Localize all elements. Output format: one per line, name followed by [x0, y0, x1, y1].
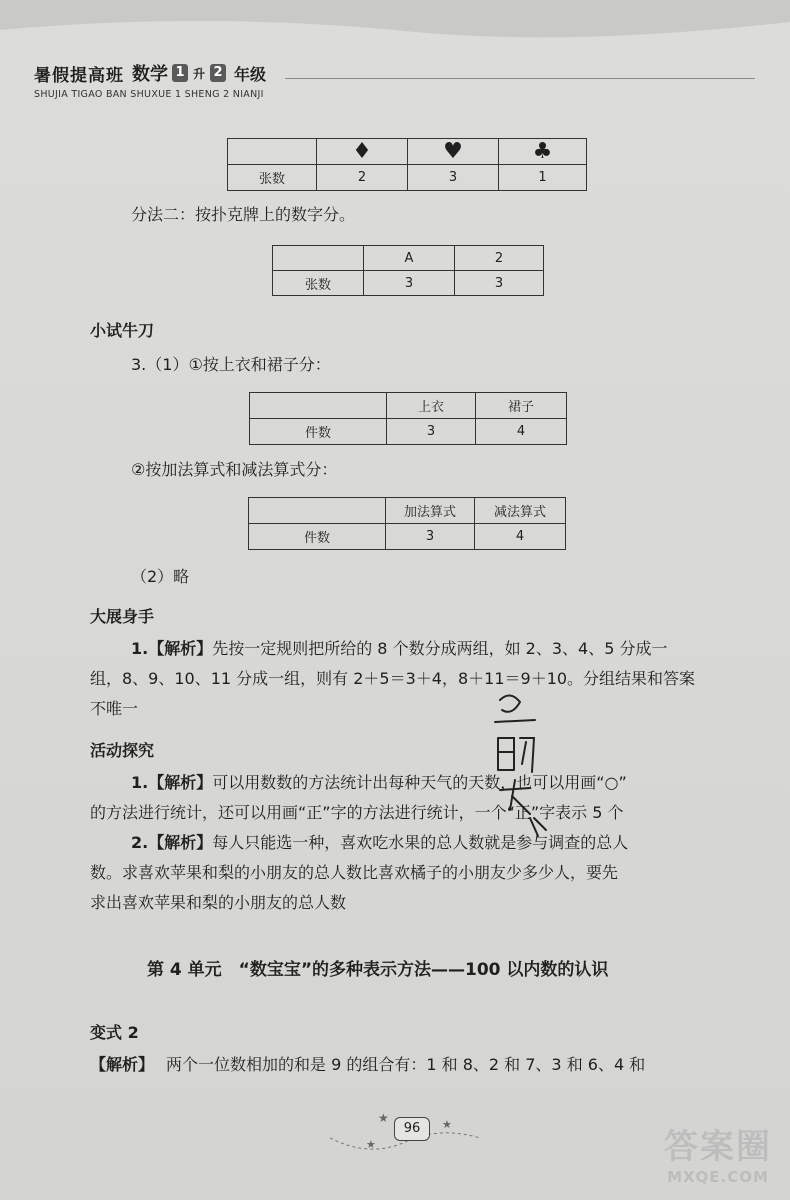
unit-heading: 第 4 单元 “数宝宝”的多种表示方法——100 以内数的认识 — [147, 960, 609, 980]
table-corner — [273, 246, 364, 271]
table-row-label: 件数 — [250, 419, 387, 445]
top-decoration — [0, 0, 790, 40]
formula-table — [248, 497, 566, 550]
section-show: 大展身手 — [90, 607, 155, 626]
watermark-logo: 答案圈 — [664, 1127, 772, 1167]
number-table — [272, 245, 544, 296]
table-row-label: 件数 — [249, 524, 386, 550]
table-cell: 3 — [364, 271, 455, 296]
table-header: 加法算式 — [386, 498, 475, 524]
club-icon: ♣ — [499, 139, 587, 165]
header-pinyin: SHUJIA TIGAO BAN SHUXUE 1 SHENG 2 NIANJI — [34, 89, 264, 100]
svg-text:★: ★ — [378, 1111, 389, 1125]
variant-line-1 — [90, 1050, 645, 1080]
table-cell: 3 — [408, 165, 499, 191]
section-variant: 变式 2 — [90, 1023, 139, 1042]
table-cell: 3 — [386, 524, 475, 550]
table-cell: 4 — [476, 419, 567, 445]
spade-icon: ♦ — [317, 139, 408, 165]
table-cell: 3 — [455, 271, 544, 296]
answer-text: 先按一定规则把所给的 8 个数分成两组，如 2、3、4、5 分成一 — [212, 639, 668, 658]
show-1-line-3: 不唯一 — [90, 699, 139, 718]
table-cell: 2 — [317, 165, 408, 191]
show-1-line-2: 组，8、9、10、11 分成一组，则有 2＋5＝3＋4，8＋11＝9＋10。分组结果和答案 — [90, 669, 696, 688]
svg-text:★: ★ — [442, 1118, 452, 1131]
handwritten-scribble — [490, 690, 560, 840]
answer-label: 2.【解析】 — [131, 833, 213, 852]
table-header: A — [364, 246, 455, 271]
method-two: 分法二：按扑克牌上的数字分。 — [131, 205, 356, 224]
table-cell: 1 — [499, 165, 587, 191]
series-title: 暑假提高班 — [34, 65, 124, 86]
answer-label: 1.【解析】 — [131, 773, 213, 792]
question-3-1: 3.（1）①按上衣和裙子分： — [131, 355, 331, 374]
table-header: 裙子 — [476, 393, 567, 419]
suit-table — [227, 138, 587, 191]
question-3-2: （2）略 — [131, 567, 190, 586]
table-corner — [228, 139, 317, 165]
table-cell: 4 — [475, 524, 566, 550]
table-row-label: 张数 — [273, 271, 364, 296]
header-rule — [285, 78, 755, 79]
question-3-1b: ②按加法算式和减法算式分： — [131, 460, 338, 479]
answer-text: 可以用数数的方法统计出每种天气的天数，也可以用画“○” — [212, 773, 627, 792]
grade-mid: 升 — [193, 66, 206, 81]
show-1-line-1 — [131, 634, 667, 664]
table-corner — [250, 393, 387, 419]
page-number: 96 — [394, 1117, 430, 1141]
table-header: 上衣 — [387, 393, 476, 419]
section-try: 小试牛刀 — [90, 321, 155, 340]
answer-label: 1.【解析】 — [131, 639, 213, 658]
watermark-url: MXQE.COM — [667, 1168, 769, 1186]
book-header — [34, 60, 266, 86]
explore-2-line-2: 数。求喜欢苹果和梨的小朋友的总人数比喜欢橘子的小朋友少多少人，要先 — [90, 863, 619, 882]
answer-label: 【解析】 — [90, 1055, 155, 1074]
explore-2-line-3: 求出喜欢苹果和梨的小朋友的总人数 — [90, 893, 347, 912]
svg-text:★: ★ — [366, 1138, 376, 1151]
grade-from: 1 — [172, 64, 188, 82]
explore-1-line-2: 的方法进行统计，还可以用画“正”字的方法进行统计，一个“正”字表示 5 个 — [90, 803, 624, 822]
answer-text: 两个一位数相加的和是 9 的组合有：1 和 8、2 和 7、3 和 6、4 和 — [166, 1055, 646, 1074]
subject-title: 数学 — [132, 64, 168, 85]
grade-to: 2 — [210, 64, 226, 82]
table-header: 2 — [455, 246, 544, 271]
site-watermark — [664, 1119, 772, 1186]
table-cell: 3 — [387, 419, 476, 445]
grade-word: 年级 — [234, 64, 267, 84]
clothes-table — [249, 392, 567, 445]
heart-icon: ♥ — [408, 139, 499, 165]
answer-text: 每人只能选一种，喜欢吃水果的总人数就是参与调查的总人 — [212, 833, 629, 852]
table-header: 减法算式 — [475, 498, 566, 524]
table-corner — [249, 498, 386, 524]
section-explore: 活动探究 — [90, 741, 155, 760]
table-row-label: 张数 — [228, 165, 317, 191]
